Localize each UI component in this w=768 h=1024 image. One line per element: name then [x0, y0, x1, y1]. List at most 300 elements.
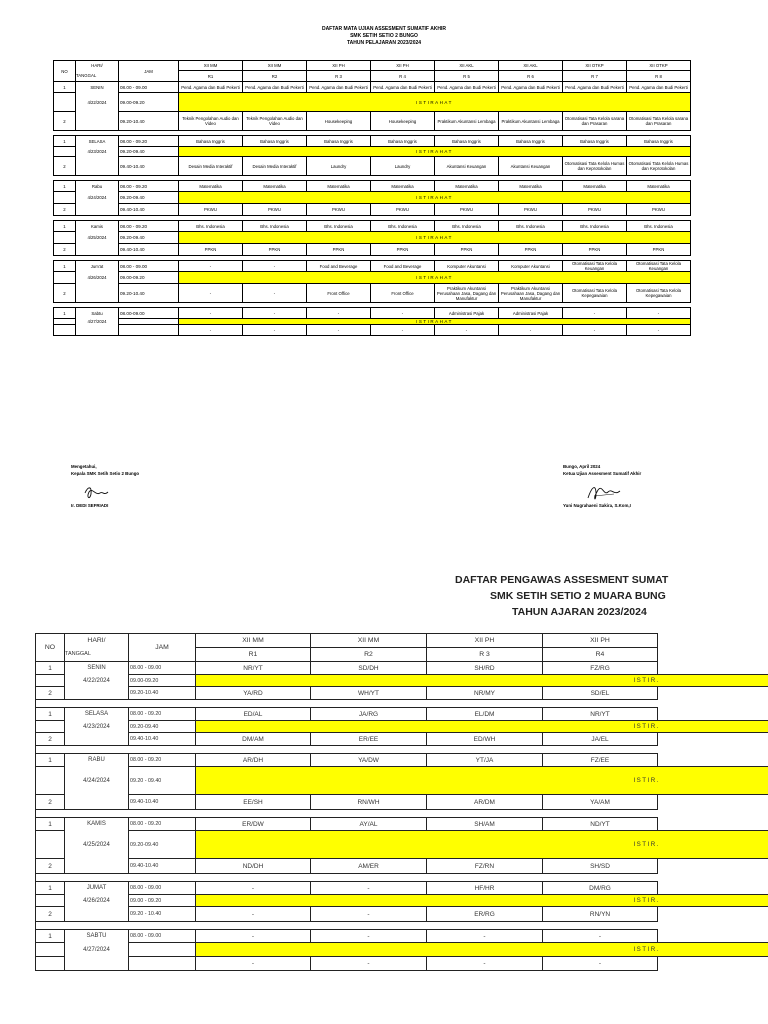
time-cell: 09.40-10.40	[119, 204, 179, 216]
time-cell: 09.20-10.40	[129, 687, 196, 700]
day-name: JUMAT	[65, 882, 129, 895]
subject-cell: -	[371, 325, 435, 336]
header-class: XII OTKP	[627, 61, 691, 71]
time-cell: 09.20-10.40	[119, 112, 179, 131]
header-class: XII MM	[196, 634, 311, 648]
time-cell: 09.20-09.40	[129, 831, 196, 859]
subject-cell: PKWU	[307, 204, 371, 216]
supervisor-cell: WH/YT	[311, 687, 427, 700]
subject-cell: Otomatisasi Tata Kelola Kepegawaian	[627, 284, 691, 303]
istirahat-bar: ISTIR.	[196, 895, 768, 907]
header-no: NO	[54, 61, 76, 82]
supervisor-row	[36, 859, 768, 874]
row-no	[36, 767, 65, 795]
supervisor-row	[36, 733, 768, 746]
subject-cell: -	[371, 308, 435, 319]
subject-cell: PPKN	[243, 244, 307, 256]
subject-cell: Bahasa Inggris	[243, 136, 307, 147]
spacer	[658, 648, 768, 662]
supervisor-cell: SH/RD	[427, 662, 543, 675]
subject-cell: PKWU	[499, 204, 563, 216]
supervisor-cell: SD/EL	[543, 687, 658, 700]
time-cell	[119, 325, 179, 336]
subject-cell: Akuntansi Keuangan	[499, 157, 563, 176]
schedule-row	[54, 308, 691, 319]
break-row	[54, 232, 691, 244]
row-no	[36, 831, 65, 859]
day-name: SELASA	[76, 136, 119, 147]
header-room: R 7	[563, 71, 627, 82]
supervisor-cell: YA/DW	[311, 754, 427, 767]
subject-cell: Front Office	[371, 284, 435, 303]
header-room: R1	[179, 71, 243, 82]
row-no	[36, 675, 65, 687]
supervisor-cell: FZ/RN	[427, 859, 543, 874]
time-cell: 09.40-10.40	[119, 157, 179, 176]
subject-cell: Praktikum Akuntansi Lembaga	[435, 112, 499, 131]
subject-cell: Pend. Agama dan Budi Pekerti	[563, 82, 627, 93]
time-cell: 08.00 - 09.00	[129, 882, 196, 895]
break-row	[36, 675, 768, 687]
supervisor-cell: DM/RG	[543, 882, 658, 895]
header-tanggal: TANGGAL	[65, 648, 129, 662]
signature-left	[71, 463, 139, 476]
header-class: XII PH	[543, 634, 658, 648]
subject-cell: Bhs. Indonesia	[243, 221, 307, 232]
subject-cell: -	[179, 325, 243, 336]
row-no	[54, 192, 76, 204]
spacer	[658, 957, 768, 971]
subject-cell: Pend. Agama dan Budi Pekerti	[499, 82, 563, 93]
subject-cell: PPKN	[307, 244, 371, 256]
istirahat-bar: ISTIR.	[196, 675, 768, 687]
supervisor-cell: SH/SD	[543, 859, 658, 874]
supervisor-row	[36, 907, 768, 922]
spacer	[36, 700, 129, 708]
spacer	[36, 874, 129, 882]
time-cell: 09.20 - 10.40	[129, 907, 196, 922]
subject-cell: Matematika	[563, 181, 627, 192]
row-no	[36, 943, 65, 957]
supervisor-cell: -	[311, 957, 427, 971]
row-no: 1	[36, 930, 65, 943]
subject-cell: PKWU	[435, 204, 499, 216]
date-cell: 4/27/2024	[76, 319, 119, 325]
date-cell: 4/26/2024	[76, 272, 119, 284]
date-cell: 4/22/2024	[65, 675, 129, 687]
doc1-title-line: TAHUN PELAJARAN 2023/2024	[346, 40, 422, 46]
subject-cell: Pend. Agama dan Budi Pekerti	[371, 82, 435, 93]
subject-cell: Matematika	[627, 181, 691, 192]
date-cell: 4/23/2024	[65, 721, 129, 733]
spacer	[658, 882, 768, 895]
istirahat-bar: ISTIRAHAT	[179, 192, 691, 204]
subject-cell: PPKN	[627, 244, 691, 256]
schedule-row	[54, 204, 691, 216]
signature-right	[563, 463, 641, 476]
header-jam: JAM	[119, 61, 179, 82]
subject-cell: Praktikum Akuntansi Perusahaan Jasa, Dagang dan Manufaktur	[499, 284, 563, 303]
subject-cell: Bhs. Indonesia	[435, 221, 499, 232]
day-name: KAMIS	[65, 818, 129, 831]
header-room: R 3	[427, 648, 543, 662]
time-cell: 08.00 - 09.20	[129, 818, 196, 831]
subject-cell: Matematika	[499, 181, 563, 192]
header-class: XII MM	[179, 61, 243, 71]
subject-cell: Pend. Agama dan Budi Pekerti	[307, 82, 371, 93]
schedule-row	[54, 82, 691, 93]
time-cell	[129, 943, 196, 957]
supervisor-cell: YT/JA	[427, 754, 543, 767]
subject-cell: -	[179, 308, 243, 319]
time-cell: 09.00 - 09.20	[129, 895, 196, 907]
subject-cell: Akuntansi Keuangan	[435, 157, 499, 176]
istirahat-bar: ISTIRAHAT	[179, 147, 691, 157]
supervisor-cell: -	[311, 907, 427, 922]
supervisor-cell: -	[196, 957, 311, 971]
istirahat-bar: ISTIR.	[196, 721, 768, 733]
subject-cell: -	[563, 325, 627, 336]
row-no: 2	[36, 733, 65, 746]
subject-cell: Bahasa Inggris	[435, 136, 499, 147]
signature-scribble-right	[584, 482, 624, 504]
row-no	[54, 93, 76, 112]
supervisor-cell: ER/DW	[196, 818, 311, 831]
header-room: R 8	[627, 71, 691, 82]
sig-right-line1: Bungo, April 2024	[563, 464, 601, 469]
subject-cell: Bhs. Indonesia	[371, 221, 435, 232]
signature-scribble-left	[82, 484, 112, 502]
row-no: 1	[36, 754, 65, 767]
time-cell: 09.00-09.20	[129, 675, 196, 687]
time-cell: 08.00 - 09.20	[119, 136, 179, 147]
row-no: 1	[54, 221, 76, 232]
subject-cell: Pend. Agama dan Budi Pekerti	[435, 82, 499, 93]
date-cell: 4/22/2024	[76, 93, 119, 112]
supervisor-cell: ER/RG	[427, 907, 543, 922]
supervisor-cell: RN/WH	[311, 795, 427, 810]
exam-schedule-table	[53, 60, 691, 336]
supervisor-cell: -	[196, 907, 311, 922]
istirahat-bar: ISTIRAHAT	[179, 319, 691, 325]
subject-cell: -	[435, 325, 499, 336]
header-class: XII PH	[371, 61, 435, 71]
header-class: XII PH	[307, 61, 371, 71]
supervisor-cell: AY/AL	[311, 818, 427, 831]
time-cell: 08.00 - 09.20	[119, 221, 179, 232]
header-class: XII OTKP	[563, 61, 627, 71]
header-class: XII AKL	[499, 61, 563, 71]
subject-cell: PKWU	[179, 204, 243, 216]
spacer-row	[36, 810, 768, 818]
subject-cell: Bahasa Inggris	[371, 136, 435, 147]
supervisor-cell: NR/YT	[196, 662, 311, 675]
subject-cell: Administrasi Pajak	[435, 308, 499, 319]
supervisor-cell: YA/AM	[543, 795, 658, 810]
spacer	[129, 746, 768, 754]
supervisor-cell: SD/DH	[311, 662, 427, 675]
subject-cell: PPKN	[371, 244, 435, 256]
date-cell: 4/26/2024	[65, 895, 129, 907]
supervisor-cell: -	[311, 930, 427, 943]
header-room: R 5	[435, 71, 499, 82]
time-cell: 08.00 - 09.20	[129, 708, 196, 721]
row-no: 2	[36, 795, 65, 810]
date-spacer	[65, 733, 129, 746]
spacer	[658, 662, 768, 675]
spacer-row	[36, 922, 768, 930]
header-room: R2	[311, 648, 427, 662]
header-room: R1	[196, 648, 311, 662]
schedule-row	[54, 181, 691, 192]
subject-cell: Matematika	[371, 181, 435, 192]
subject-cell: Pend. Agama dan Budi Pekerti	[627, 82, 691, 93]
supervisor-cell: ED/AL	[196, 708, 311, 721]
break-row	[54, 192, 691, 204]
supervisor-cell: -	[543, 930, 658, 943]
row-no	[36, 957, 65, 971]
subject-cell: PKWU	[243, 204, 307, 216]
doc1-title-line: SMK SETIH SETIO 2 BUNGO	[350, 33, 418, 39]
subject-cell: Laundry	[371, 157, 435, 176]
subject-cell: Bahasa Inggris	[499, 136, 563, 147]
subject-cell: Desain Media Interaktif	[179, 157, 243, 176]
header-class: XII PH	[427, 634, 543, 648]
subject-cell: Housekeeping	[307, 112, 371, 131]
supervisor-cell: YA/RD	[196, 687, 311, 700]
subject-cell: Administrasi Pajak	[499, 308, 563, 319]
supervisor-cell: NR/MY	[427, 687, 543, 700]
supervisor-cell: NR/YT	[543, 708, 658, 721]
time-cell: 09.40-10.40	[129, 733, 196, 746]
row-no: 1	[54, 136, 76, 147]
header-room: R2	[243, 71, 307, 82]
subject-cell: PKWU	[371, 204, 435, 216]
header-hari: HARI/	[65, 634, 129, 648]
subject-cell: Matematika	[435, 181, 499, 192]
subject-cell: Komputer Akuntansi	[499, 261, 563, 272]
break-row	[54, 272, 691, 284]
spacer	[658, 907, 768, 922]
row-no: 2	[36, 907, 65, 922]
time-cell: 09.40-10.40	[129, 795, 196, 810]
doc1-title	[0, 26, 768, 47]
supervisor-row	[36, 882, 768, 895]
time-cell	[129, 957, 196, 971]
subject-cell: -	[243, 261, 307, 272]
date-spacer	[65, 859, 129, 874]
sig-left-line1: Mengetahui,	[71, 464, 97, 469]
header-room: R 6	[499, 71, 563, 82]
row-no	[36, 721, 65, 733]
spacer	[658, 859, 768, 874]
spacer-row	[36, 700, 768, 708]
spacer	[36, 746, 129, 754]
row-no	[54, 272, 76, 284]
subject-cell: PPKN	[179, 244, 243, 256]
spacer	[658, 733, 768, 746]
subject-cell: -	[627, 325, 691, 336]
time-cell: 09.20-10.40	[119, 284, 179, 303]
supervisor-table	[35, 633, 768, 971]
date-spacer	[76, 325, 119, 336]
doc1-title-line: DAFTAR MATA UJIAN ASSESMENT SUMATIF AKHIR	[321, 26, 447, 32]
subject-cell: Matematika	[179, 181, 243, 192]
time-cell: 08.00 - 09.00	[129, 930, 196, 943]
subject-cell: Food and Beverage	[371, 261, 435, 272]
spacer-row	[36, 874, 768, 882]
subject-cell: Otomatisasi Tata Kelola Keuangan	[627, 261, 691, 272]
date-cell: 4/27/2024	[65, 943, 129, 957]
header-jam: JAM	[129, 634, 196, 662]
row-no	[54, 232, 76, 244]
time-cell: 08.00 - 09.00	[119, 82, 179, 93]
day-name: SABTU	[65, 930, 129, 943]
header-class: XII AKL	[435, 61, 499, 71]
supervisor-row	[36, 930, 768, 943]
day-name: SENIN	[65, 662, 129, 675]
break-row	[54, 147, 691, 157]
spacer	[658, 754, 768, 767]
date-cell: 4/24/2024	[76, 192, 119, 204]
supervisor-row	[36, 957, 768, 971]
subject-cell: Teknik Pengolahan Audio dan Video	[243, 112, 307, 131]
subject-cell: Teknik Pengolahan Audio dan Video	[179, 112, 243, 131]
supervisor-row	[36, 818, 768, 831]
supervisor-row	[36, 795, 768, 810]
subject-cell: Desain Media Interaktif	[243, 157, 307, 176]
supervisor-cell: AR/DM	[427, 795, 543, 810]
header-no: NO	[36, 634, 65, 662]
date-spacer	[65, 687, 129, 700]
header-class: XII MM	[243, 61, 307, 71]
subject-cell: -	[627, 308, 691, 319]
date-cell: 4/25/2024	[76, 232, 119, 244]
subject-cell: PKWU	[627, 204, 691, 216]
row-no: 1	[36, 708, 65, 721]
row-no	[54, 147, 76, 157]
time-cell: 09.20-09.40	[119, 192, 179, 204]
date-spacer	[76, 284, 119, 303]
subject-cell: Bhs. Indonesia	[563, 221, 627, 232]
break-row	[54, 93, 691, 112]
spacer	[658, 818, 768, 831]
supervisor-cell: -	[196, 930, 311, 943]
day-name: Rabu	[76, 181, 119, 192]
supervisor-cell: -	[196, 882, 311, 895]
supervisor-row	[36, 754, 768, 767]
subject-cell: Bhs. Indonesia	[307, 221, 371, 232]
break-row	[36, 943, 768, 957]
schedule-row	[54, 112, 691, 131]
date-spacer	[76, 204, 119, 216]
subject-cell: -	[307, 325, 371, 336]
subject-cell: Komputer Akuntansi	[435, 261, 499, 272]
supervisor-cell: AM/ER	[311, 859, 427, 874]
time-cell: 09.00-09.20	[119, 93, 179, 112]
subject-cell: Bahasa Inggris	[307, 136, 371, 147]
row-no: 2	[54, 204, 76, 216]
supervisor-cell: -	[427, 957, 543, 971]
date-spacer	[65, 795, 129, 810]
day-name: Jum'at	[76, 261, 119, 272]
subject-cell: Otomatisasi Tata Kelola sarana dan Prasaran	[563, 112, 627, 131]
row-no: 2	[54, 157, 76, 176]
istirahat-bar: ISTIR.	[196, 943, 768, 957]
spacer	[36, 922, 129, 930]
istirahat-bar: ISTIRAHAT	[179, 232, 691, 244]
row-no: 2	[54, 284, 76, 303]
supervisor-cell: SH/AM	[427, 818, 543, 831]
subject-cell: -	[563, 308, 627, 319]
supervisor-cell: ND/DH	[196, 859, 311, 874]
header-hari: HARI/	[76, 61, 119, 71]
subject-cell: Matematika	[307, 181, 371, 192]
supervisor-cell: AR/DH	[196, 754, 311, 767]
subject-cell: Food and Beverage	[307, 261, 371, 272]
subject-cell: Housekeeping	[371, 112, 435, 131]
row-no: 2	[54, 244, 76, 256]
supervisor-cell: JA/EL	[543, 733, 658, 746]
time-cell: 09.40-10.40	[119, 244, 179, 256]
istirahat-bar: ISTIRAHAT	[179, 272, 691, 284]
spacer	[129, 700, 768, 708]
istirahat-bar: ISTIR.	[196, 831, 768, 859]
row-no: 2	[36, 859, 65, 874]
time-cell: 09.20-09.40	[119, 232, 179, 244]
subject-cell: PPKN	[563, 244, 627, 256]
subject-cell: Front Office	[307, 284, 371, 303]
sig-left-line2: Kepala SMK Setih Setio 2 Bungo	[71, 471, 140, 476]
header-tanggal: TANGGAL	[76, 71, 119, 82]
row-no: 1	[54, 181, 76, 192]
spacer	[658, 708, 768, 721]
subject-cell: Matematika	[243, 181, 307, 192]
spacer-row	[36, 746, 768, 754]
schedule-row	[54, 221, 691, 232]
sig-right-line2: Ketua Ujian Assesment Sumatif Akhir	[563, 471, 642, 476]
row-no	[36, 895, 65, 907]
supervisor-cell: DM/AM	[196, 733, 311, 746]
subject-cell: Praktikum Akuntansi Lembaga	[499, 112, 563, 131]
date-spacer	[65, 957, 129, 971]
doc2-title-line2: SMK SETIH SETIO 2 MUARA BUNG	[490, 590, 666, 602]
subject-cell: Praktikum Akuntansi Perusahaan Jasa, Dagang dan Manufaktur	[435, 284, 499, 303]
spacer	[658, 687, 768, 700]
subject-cell: -	[243, 284, 307, 303]
spacer	[129, 810, 768, 818]
schedule-row	[54, 325, 691, 336]
subject-cell: -	[179, 261, 243, 272]
istirahat-bar: ISTIRAHAT	[179, 93, 691, 112]
spacer	[658, 634, 768, 648]
subject-cell: -	[243, 325, 307, 336]
subject-cell: PPKN	[435, 244, 499, 256]
supervisor-cell: FZ/EE	[543, 754, 658, 767]
row-no: 2	[36, 687, 65, 700]
header-class: XII MM	[311, 634, 427, 648]
subject-cell: Otomatisasi Tata Kelola Humas dan Keprotokolan	[563, 157, 627, 176]
time-cell: 09.20-09.40	[119, 147, 179, 157]
time-cell: 08.00-09.00	[119, 308, 179, 319]
subject-cell: Otomatisasi Tata Kelola Kepegawaian	[563, 284, 627, 303]
date-cell: 4/25/2024	[65, 831, 129, 859]
supervisor-cell: -	[543, 957, 658, 971]
supervisor-row	[36, 708, 768, 721]
spacer	[129, 922, 768, 930]
row-no: 1	[36, 662, 65, 675]
time-cell: 08.00 - 09.20	[129, 754, 196, 767]
